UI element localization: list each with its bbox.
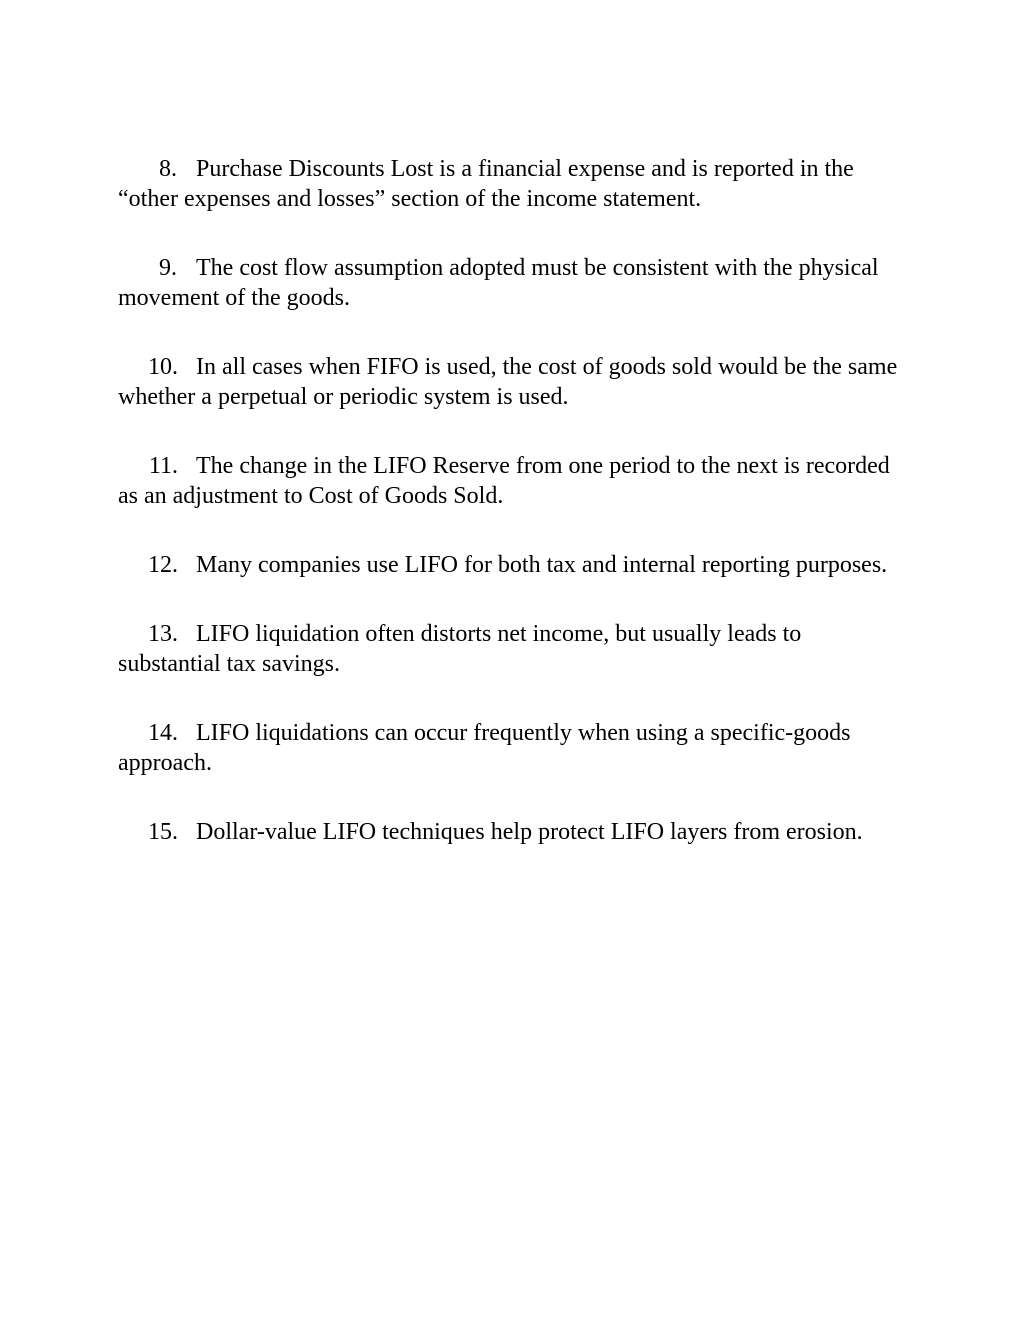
statement-9 bbox=[118, 253, 908, 313]
statement-number: 14. bbox=[148, 720, 178, 746]
statement-number: 12. bbox=[148, 552, 178, 578]
statement-12 bbox=[118, 550, 908, 580]
statement-14 bbox=[118, 718, 908, 778]
document-page bbox=[118, 154, 908, 886]
statement-number: 10. bbox=[148, 354, 178, 380]
statement-13 bbox=[118, 619, 908, 679]
statement-text: In all cases when FIFO is used, the cost of goods sold would be the same whether a perpetual or periodic system is used. bbox=[118, 354, 898, 410]
statement-number: 9. bbox=[159, 255, 177, 281]
statement-10 bbox=[118, 352, 908, 412]
statement-text: LIFO liquidation often distorts net income, but usually leads to substantial tax savings. bbox=[118, 621, 802, 677]
statement-number: 13. bbox=[148, 621, 178, 647]
statement-8 bbox=[118, 154, 908, 214]
statement-text: Purchase Discounts Lost is a financial expense and is reported in the “other expenses and losses” section of the income statement. bbox=[118, 156, 854, 212]
statement-text: Many companies use LIFO for both tax and internal reporting purposes. bbox=[196, 552, 888, 578]
statement-text: Dollar-value LIFO techniques help protect LIFO layers from erosion. bbox=[196, 819, 863, 845]
statement-text: The cost flow assumption adopted must be consistent with the physical movement of the goods. bbox=[118, 255, 879, 311]
statement-number: 8. bbox=[159, 156, 177, 182]
statement-text: The change in the LIFO Reserve from one period to the next is recorded as an adjustment to Cost of Goods Sold. bbox=[118, 453, 890, 509]
statement-15 bbox=[118, 817, 908, 847]
statement-number: 15. bbox=[148, 819, 178, 845]
statement-text: LIFO liquidations can occur frequently when using a specific-goods approach. bbox=[118, 720, 851, 776]
statement-11 bbox=[118, 451, 908, 511]
statement-number: 11. bbox=[148, 453, 178, 479]
